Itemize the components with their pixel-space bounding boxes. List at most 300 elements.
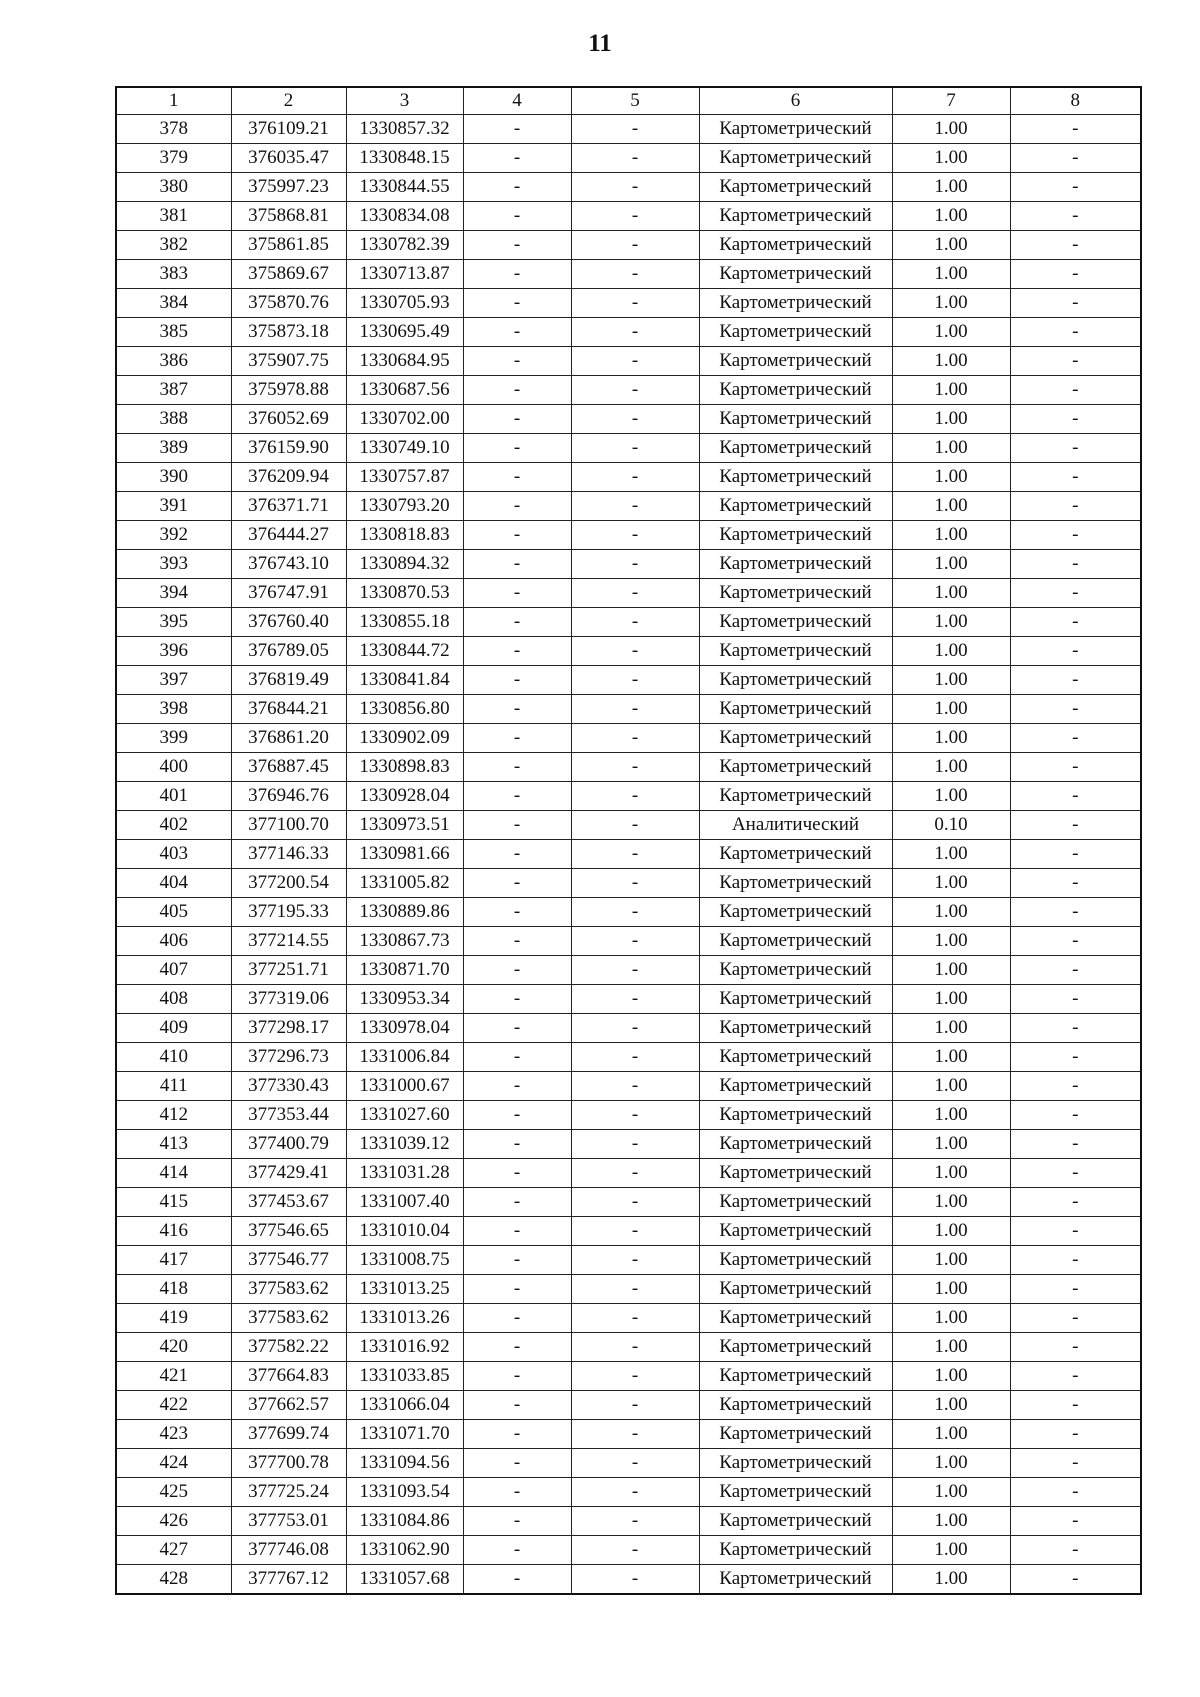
column-8-cell: - bbox=[1010, 1565, 1141, 1595]
table-row bbox=[116, 1130, 1141, 1159]
column-5-cell: - bbox=[571, 1217, 699, 1246]
column-8-cell: - bbox=[1010, 956, 1141, 985]
x-coordinate-cell: 375861.85 bbox=[231, 231, 346, 260]
table-row bbox=[116, 1101, 1141, 1130]
x-coordinate-cell: 376159.90 bbox=[231, 434, 346, 463]
column-8-cell: - bbox=[1010, 1159, 1141, 1188]
table-row bbox=[116, 1565, 1141, 1595]
column-5-cell: - bbox=[571, 1304, 699, 1333]
point-number-cell: 404 bbox=[116, 869, 231, 898]
x-coordinate-cell: 377699.74 bbox=[231, 1420, 346, 1449]
x-coordinate-cell: 376887.45 bbox=[231, 753, 346, 782]
point-number-cell: 389 bbox=[116, 434, 231, 463]
x-coordinate-cell: 376747.91 bbox=[231, 579, 346, 608]
column-4-cell: - bbox=[463, 1536, 571, 1565]
column-8-cell: - bbox=[1010, 1217, 1141, 1246]
y-coordinate-cell: 1330757.87 bbox=[346, 463, 463, 492]
table-row bbox=[116, 1420, 1141, 1449]
column-5-cell: - bbox=[571, 985, 699, 1014]
method-cell: Картометрический bbox=[699, 753, 892, 782]
method-cell: Картометрический bbox=[699, 1565, 892, 1595]
column-4-cell: - bbox=[463, 1275, 571, 1304]
accuracy-cell: 1.00 bbox=[892, 695, 1010, 724]
accuracy-cell: 1.00 bbox=[892, 956, 1010, 985]
point-number-cell: 419 bbox=[116, 1304, 231, 1333]
accuracy-cell: 1.00 bbox=[892, 1536, 1010, 1565]
column-4-cell: - bbox=[463, 1304, 571, 1333]
column-8-cell: - bbox=[1010, 1014, 1141, 1043]
method-cell: Картометрический bbox=[699, 869, 892, 898]
method-cell: Картометрический bbox=[699, 260, 892, 289]
column-5-cell: - bbox=[571, 1478, 699, 1507]
method-cell: Картометрический bbox=[699, 956, 892, 985]
y-coordinate-cell: 1330793.20 bbox=[346, 492, 463, 521]
table-row bbox=[116, 144, 1141, 173]
method-cell: Картометрический bbox=[699, 463, 892, 492]
accuracy-cell: 1.00 bbox=[892, 260, 1010, 289]
table-row bbox=[116, 521, 1141, 550]
y-coordinate-cell: 1331013.26 bbox=[346, 1304, 463, 1333]
y-coordinate-cell: 1330856.80 bbox=[346, 695, 463, 724]
point-number-cell: 394 bbox=[116, 579, 231, 608]
table-row bbox=[116, 608, 1141, 637]
column-8-cell: - bbox=[1010, 347, 1141, 376]
column-4-cell: - bbox=[463, 985, 571, 1014]
x-coordinate-cell: 377429.41 bbox=[231, 1159, 346, 1188]
method-cell: Картометрический bbox=[699, 898, 892, 927]
point-number-cell: 426 bbox=[116, 1507, 231, 1536]
column-4-cell: - bbox=[463, 724, 571, 753]
table-row bbox=[116, 260, 1141, 289]
column-5-cell: - bbox=[571, 1043, 699, 1072]
page-number: 11 bbox=[588, 30, 612, 57]
y-coordinate-cell: 1331005.82 bbox=[346, 869, 463, 898]
method-cell: Картометрический bbox=[699, 231, 892, 260]
column-4-cell: - bbox=[463, 550, 571, 579]
point-number-cell: 384 bbox=[116, 289, 231, 318]
table-row bbox=[116, 376, 1141, 405]
column-4-cell: - bbox=[463, 811, 571, 840]
method-cell: Картометрический bbox=[699, 1507, 892, 1536]
table-row bbox=[116, 434, 1141, 463]
method-cell: Аналитический bbox=[699, 811, 892, 840]
x-coordinate-cell: 376371.71 bbox=[231, 492, 346, 521]
method-cell: Картометрический bbox=[699, 1130, 892, 1159]
point-number-cell: 421 bbox=[116, 1362, 231, 1391]
column-5-cell: - bbox=[571, 1014, 699, 1043]
y-coordinate-cell: 1331008.75 bbox=[346, 1246, 463, 1275]
y-coordinate-cell: 1330848.15 bbox=[346, 144, 463, 173]
column-5-cell: - bbox=[571, 463, 699, 492]
point-number-cell: 396 bbox=[116, 637, 231, 666]
x-coordinate-cell: 376052.69 bbox=[231, 405, 346, 434]
column-8-cell: - bbox=[1010, 1449, 1141, 1478]
table-row bbox=[116, 1246, 1141, 1275]
accuracy-cell: 1.00 bbox=[892, 318, 1010, 347]
column-header: 1 bbox=[116, 87, 231, 115]
column-4-cell: - bbox=[463, 318, 571, 347]
table-row bbox=[116, 1449, 1141, 1478]
point-number-cell: 425 bbox=[116, 1478, 231, 1507]
column-4-cell: - bbox=[463, 115, 571, 144]
point-number-cell: 388 bbox=[116, 405, 231, 434]
column-8-cell: - bbox=[1010, 811, 1141, 840]
table-row bbox=[116, 927, 1141, 956]
column-4-cell: - bbox=[463, 492, 571, 521]
method-cell: Картометрический bbox=[699, 1159, 892, 1188]
y-coordinate-cell: 1331066.04 bbox=[346, 1391, 463, 1420]
x-coordinate-cell: 376946.76 bbox=[231, 782, 346, 811]
method-cell: Картометрический bbox=[699, 666, 892, 695]
column-5-cell: - bbox=[571, 1536, 699, 1565]
column-8-cell: - bbox=[1010, 521, 1141, 550]
method-cell: Картометрический bbox=[699, 782, 892, 811]
column-4-cell: - bbox=[463, 521, 571, 550]
accuracy-cell: 0.10 bbox=[892, 811, 1010, 840]
y-coordinate-cell: 1331062.90 bbox=[346, 1536, 463, 1565]
accuracy-cell: 1.00 bbox=[892, 521, 1010, 550]
y-coordinate-cell: 1330928.04 bbox=[346, 782, 463, 811]
x-coordinate-cell: 377582.22 bbox=[231, 1333, 346, 1362]
column-8-cell: - bbox=[1010, 753, 1141, 782]
x-coordinate-cell: 375868.81 bbox=[231, 202, 346, 231]
point-number-cell: 409 bbox=[116, 1014, 231, 1043]
column-8-cell: - bbox=[1010, 144, 1141, 173]
x-coordinate-cell: 377546.77 bbox=[231, 1246, 346, 1275]
method-cell: Картометрический bbox=[699, 202, 892, 231]
y-coordinate-cell: 1331027.60 bbox=[346, 1101, 463, 1130]
method-cell: Картометрический bbox=[699, 144, 892, 173]
column-4-cell: - bbox=[463, 1565, 571, 1595]
y-coordinate-cell: 1330844.72 bbox=[346, 637, 463, 666]
method-cell: Картометрический bbox=[699, 1275, 892, 1304]
x-coordinate-cell: 377100.70 bbox=[231, 811, 346, 840]
table-row bbox=[116, 1275, 1141, 1304]
column-4-cell: - bbox=[463, 202, 571, 231]
column-5-cell: - bbox=[571, 898, 699, 927]
method-cell: Картометрический bbox=[699, 405, 892, 434]
x-coordinate-cell: 377298.17 bbox=[231, 1014, 346, 1043]
point-number-cell: 414 bbox=[116, 1159, 231, 1188]
point-number-cell: 391 bbox=[116, 492, 231, 521]
table-row bbox=[116, 1014, 1141, 1043]
table-row bbox=[116, 1333, 1141, 1362]
column-8-cell: - bbox=[1010, 1246, 1141, 1275]
table-row bbox=[116, 637, 1141, 666]
x-coordinate-cell: 377746.08 bbox=[231, 1536, 346, 1565]
table-row bbox=[116, 115, 1141, 144]
table-row bbox=[116, 463, 1141, 492]
column-5-cell: - bbox=[571, 869, 699, 898]
y-coordinate-cell: 1330871.70 bbox=[346, 956, 463, 985]
x-coordinate-cell: 377400.79 bbox=[231, 1130, 346, 1159]
column-4-cell: - bbox=[463, 463, 571, 492]
point-number-cell: 427 bbox=[116, 1536, 231, 1565]
y-coordinate-cell: 1330702.00 bbox=[346, 405, 463, 434]
accuracy-cell: 1.00 bbox=[892, 550, 1010, 579]
y-coordinate-cell: 1330978.04 bbox=[346, 1014, 463, 1043]
column-5-cell: - bbox=[571, 492, 699, 521]
x-coordinate-cell: 376789.05 bbox=[231, 637, 346, 666]
accuracy-cell: 1.00 bbox=[892, 1014, 1010, 1043]
column-8-cell: - bbox=[1010, 579, 1141, 608]
y-coordinate-cell: 1331057.68 bbox=[346, 1565, 463, 1595]
method-cell: Картометрический bbox=[699, 1217, 892, 1246]
column-5-cell: - bbox=[571, 724, 699, 753]
x-coordinate-cell: 377767.12 bbox=[231, 1565, 346, 1595]
x-coordinate-cell: 377195.33 bbox=[231, 898, 346, 927]
x-coordinate-cell: 375997.23 bbox=[231, 173, 346, 202]
y-coordinate-cell: 1330973.51 bbox=[346, 811, 463, 840]
column-5-cell: - bbox=[571, 376, 699, 405]
x-coordinate-cell: 377296.73 bbox=[231, 1043, 346, 1072]
column-8-cell: - bbox=[1010, 985, 1141, 1014]
x-coordinate-cell: 376109.21 bbox=[231, 115, 346, 144]
accuracy-cell: 1.00 bbox=[892, 115, 1010, 144]
accuracy-cell: 1.00 bbox=[892, 434, 1010, 463]
y-coordinate-cell: 1330855.18 bbox=[346, 608, 463, 637]
point-number-cell: 413 bbox=[116, 1130, 231, 1159]
column-header: 8 bbox=[1010, 87, 1141, 115]
x-coordinate-cell: 377753.01 bbox=[231, 1507, 346, 1536]
column-5-cell: - bbox=[571, 666, 699, 695]
accuracy-cell: 1.00 bbox=[892, 1362, 1010, 1391]
point-number-cell: 428 bbox=[116, 1565, 231, 1595]
column-5-cell: - bbox=[571, 202, 699, 231]
point-number-cell: 408 bbox=[116, 985, 231, 1014]
y-coordinate-cell: 1331000.67 bbox=[346, 1072, 463, 1101]
column-4-cell: - bbox=[463, 231, 571, 260]
column-4-cell: - bbox=[463, 869, 571, 898]
point-number-cell: 379 bbox=[116, 144, 231, 173]
table-row bbox=[116, 405, 1141, 434]
column-8-cell: - bbox=[1010, 1043, 1141, 1072]
column-5-cell: - bbox=[571, 260, 699, 289]
y-coordinate-cell: 1331033.85 bbox=[346, 1362, 463, 1391]
method-cell: Картометрический bbox=[699, 1333, 892, 1362]
column-8-cell: - bbox=[1010, 840, 1141, 869]
column-8-cell: - bbox=[1010, 1275, 1141, 1304]
column-4-cell: - bbox=[463, 1507, 571, 1536]
method-cell: Картометрический bbox=[699, 724, 892, 753]
column-8-cell: - bbox=[1010, 173, 1141, 202]
column-8-cell: - bbox=[1010, 898, 1141, 927]
method-cell: Картометрический bbox=[699, 492, 892, 521]
x-coordinate-cell: 377146.33 bbox=[231, 840, 346, 869]
table-row bbox=[116, 869, 1141, 898]
x-coordinate-cell: 376861.20 bbox=[231, 724, 346, 753]
accuracy-cell: 1.00 bbox=[892, 1565, 1010, 1595]
y-coordinate-cell: 1330749.10 bbox=[346, 434, 463, 463]
column-4-cell: - bbox=[463, 1188, 571, 1217]
accuracy-cell: 1.00 bbox=[892, 1043, 1010, 1072]
point-number-cell: 420 bbox=[116, 1333, 231, 1362]
column-header: 5 bbox=[571, 87, 699, 115]
method-cell: Картометрический bbox=[699, 1391, 892, 1420]
column-8-cell: - bbox=[1010, 492, 1141, 521]
column-8-cell: - bbox=[1010, 1362, 1141, 1391]
x-coordinate-cell: 377453.67 bbox=[231, 1188, 346, 1217]
x-coordinate-cell: 377330.43 bbox=[231, 1072, 346, 1101]
method-cell: Картометрический bbox=[699, 1536, 892, 1565]
y-coordinate-cell: 1331039.12 bbox=[346, 1130, 463, 1159]
column-4-cell: - bbox=[463, 927, 571, 956]
column-4-cell: - bbox=[463, 898, 571, 927]
table-row bbox=[116, 1507, 1141, 1536]
column-header: 3 bbox=[346, 87, 463, 115]
column-8-cell: - bbox=[1010, 231, 1141, 260]
column-5-cell: - bbox=[571, 405, 699, 434]
column-8-cell: - bbox=[1010, 1072, 1141, 1101]
column-5-cell: - bbox=[571, 637, 699, 666]
y-coordinate-cell: 1331006.84 bbox=[346, 1043, 463, 1072]
column-8-cell: - bbox=[1010, 1420, 1141, 1449]
column-8-cell: - bbox=[1010, 1478, 1141, 1507]
method-cell: Картометрический bbox=[699, 521, 892, 550]
method-cell: Картометрический bbox=[699, 376, 892, 405]
accuracy-cell: 1.00 bbox=[892, 1449, 1010, 1478]
column-5-cell: - bbox=[571, 1333, 699, 1362]
y-coordinate-cell: 1330818.83 bbox=[346, 521, 463, 550]
column-4-cell: - bbox=[463, 1043, 571, 1072]
column-5-cell: - bbox=[571, 956, 699, 985]
table-row bbox=[116, 1536, 1141, 1565]
y-coordinate-cell: 1330713.87 bbox=[346, 260, 463, 289]
column-5-cell: - bbox=[571, 1275, 699, 1304]
column-4-cell: - bbox=[463, 840, 571, 869]
point-number-cell: 380 bbox=[116, 173, 231, 202]
column-header: 7 bbox=[892, 87, 1010, 115]
column-4-cell: - bbox=[463, 1101, 571, 1130]
accuracy-cell: 1.00 bbox=[892, 840, 1010, 869]
accuracy-cell: 1.00 bbox=[892, 1072, 1010, 1101]
method-cell: Картометрический bbox=[699, 579, 892, 608]
accuracy-cell: 1.00 bbox=[892, 869, 1010, 898]
point-number-cell: 423 bbox=[116, 1420, 231, 1449]
column-5-cell: - bbox=[571, 231, 699, 260]
table-row bbox=[116, 173, 1141, 202]
y-coordinate-cell: 1330782.39 bbox=[346, 231, 463, 260]
point-number-cell: 424 bbox=[116, 1449, 231, 1478]
column-4-cell: - bbox=[463, 579, 571, 608]
table-row bbox=[116, 782, 1141, 811]
column-8-cell: - bbox=[1010, 637, 1141, 666]
point-number-cell: 395 bbox=[116, 608, 231, 637]
column-5-cell: - bbox=[571, 1072, 699, 1101]
table-row bbox=[116, 579, 1141, 608]
x-coordinate-cell: 376209.94 bbox=[231, 463, 346, 492]
accuracy-cell: 1.00 bbox=[892, 202, 1010, 231]
x-coordinate-cell: 376035.47 bbox=[231, 144, 346, 173]
column-5-cell: - bbox=[571, 1362, 699, 1391]
column-4-cell: - bbox=[463, 1449, 571, 1478]
column-8-cell: - bbox=[1010, 289, 1141, 318]
accuracy-cell: 1.00 bbox=[892, 376, 1010, 405]
point-number-cell: 398 bbox=[116, 695, 231, 724]
accuracy-cell: 1.00 bbox=[892, 608, 1010, 637]
column-8-cell: - bbox=[1010, 1507, 1141, 1536]
x-coordinate-cell: 376844.21 bbox=[231, 695, 346, 724]
column-5-cell: - bbox=[571, 173, 699, 202]
column-8-cell: - bbox=[1010, 1391, 1141, 1420]
column-5-cell: - bbox=[571, 840, 699, 869]
accuracy-cell: 1.00 bbox=[892, 1217, 1010, 1246]
method-cell: Картометрический bbox=[699, 985, 892, 1014]
column-8-cell: - bbox=[1010, 608, 1141, 637]
x-coordinate-cell: 377214.55 bbox=[231, 927, 346, 956]
point-number-cell: 382 bbox=[116, 231, 231, 260]
column-8-cell: - bbox=[1010, 666, 1141, 695]
accuracy-cell: 1.00 bbox=[892, 405, 1010, 434]
accuracy-cell: 1.00 bbox=[892, 1159, 1010, 1188]
x-coordinate-cell: 377664.83 bbox=[231, 1362, 346, 1391]
accuracy-cell: 1.00 bbox=[892, 1304, 1010, 1333]
accuracy-cell: 1.00 bbox=[892, 1275, 1010, 1304]
x-coordinate-cell: 377319.06 bbox=[231, 985, 346, 1014]
accuracy-cell: 1.00 bbox=[892, 898, 1010, 927]
method-cell: Картометрический bbox=[699, 318, 892, 347]
table-row bbox=[116, 1159, 1141, 1188]
column-4-cell: - bbox=[463, 666, 571, 695]
table-row bbox=[116, 492, 1141, 521]
table-row bbox=[116, 231, 1141, 260]
column-8-cell: - bbox=[1010, 1188, 1141, 1217]
accuracy-cell: 1.00 bbox=[892, 1333, 1010, 1362]
table-row bbox=[116, 550, 1141, 579]
column-5-cell: - bbox=[571, 550, 699, 579]
y-coordinate-cell: 1330684.95 bbox=[346, 347, 463, 376]
y-coordinate-cell: 1330705.93 bbox=[346, 289, 463, 318]
x-coordinate-cell: 375907.75 bbox=[231, 347, 346, 376]
point-number-cell: 411 bbox=[116, 1072, 231, 1101]
column-4-cell: - bbox=[463, 260, 571, 289]
column-5-cell: - bbox=[571, 289, 699, 318]
x-coordinate-cell: 375869.67 bbox=[231, 260, 346, 289]
y-coordinate-cell: 1330841.84 bbox=[346, 666, 463, 695]
y-coordinate-cell: 1330834.08 bbox=[346, 202, 463, 231]
point-number-cell: 412 bbox=[116, 1101, 231, 1130]
column-4-cell: - bbox=[463, 289, 571, 318]
column-4-cell: - bbox=[463, 1333, 571, 1362]
column-5-cell: - bbox=[571, 579, 699, 608]
accuracy-cell: 1.00 bbox=[892, 927, 1010, 956]
point-number-cell: 387 bbox=[116, 376, 231, 405]
column-8-cell: - bbox=[1010, 202, 1141, 231]
point-number-cell: 401 bbox=[116, 782, 231, 811]
point-number-cell: 417 bbox=[116, 1246, 231, 1275]
column-4-cell: - bbox=[463, 1420, 571, 1449]
table-row bbox=[116, 956, 1141, 985]
method-cell: Картометрический bbox=[699, 347, 892, 376]
x-coordinate-cell: 377251.71 bbox=[231, 956, 346, 985]
x-coordinate-cell: 376444.27 bbox=[231, 521, 346, 550]
column-5-cell: - bbox=[571, 434, 699, 463]
point-number-cell: 405 bbox=[116, 898, 231, 927]
column-4-cell: - bbox=[463, 695, 571, 724]
table-row bbox=[116, 1043, 1141, 1072]
x-coordinate-cell: 377546.65 bbox=[231, 1217, 346, 1246]
column-8-cell: - bbox=[1010, 434, 1141, 463]
table-row bbox=[116, 1188, 1141, 1217]
column-4-cell: - bbox=[463, 1478, 571, 1507]
x-coordinate-cell: 377583.62 bbox=[231, 1275, 346, 1304]
accuracy-cell: 1.00 bbox=[892, 173, 1010, 202]
y-coordinate-cell: 1331094.56 bbox=[346, 1449, 463, 1478]
column-5-cell: - bbox=[571, 347, 699, 376]
column-header: 6 bbox=[699, 87, 892, 115]
point-number-cell: 400 bbox=[116, 753, 231, 782]
accuracy-cell: 1.00 bbox=[892, 492, 1010, 521]
